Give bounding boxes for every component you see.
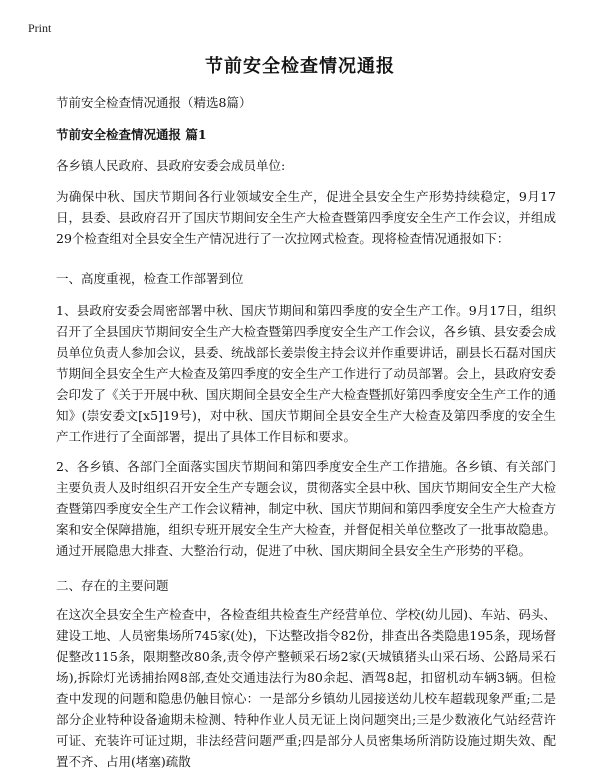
heading-problems: 二、存在的主要问题 <box>56 578 169 593</box>
heading-deployment: 一、高度重视，检查工作部署到位 <box>56 271 244 286</box>
intro-paragraph: 为确保中秋、国庆节期间各行业领域安全生产，促进全县安全生产形势持续稳定，9月17日，县委、县政府召开了国庆节期间安全生产大检查暨第四季度安全生产工作会议，并组成29个检查组对全县安全生产情况进行了一次拉网式检查。现将检查情况通报如下： <box>56 189 557 246</box>
paragraph-2: 2、各乡镇、各部门全面落实国庆节期间和第四季度安全生产工作措施。各乡镇、有关部门主要负责人及时组织召开安全生产专题会议，贯彻落实全县中秋、国庆节期间安全生产大检查暨第四季度安全生产工作会议精神，制定中秋、国庆节期间和第四季度安全生产大检查方案和安全保障措施，组织专班开展安全生产大检查，并督促相关单位整改了一批事故隐患。通过开展隐患大排查、大整治行动，促进了中秋、国庆期间全县安全生产形势的平稳。 <box>56 459 557 558</box>
salutation: 各乡镇人民政府、县政府安委会成员单位: <box>56 158 286 173</box>
print-link[interactable]: Print <box>28 21 52 35</box>
paragraph-1: 1、县政府安委会周密部署中秋、国庆节期间和第四季度的安全生产工作。9月17日，组织召开了全县国庆节期间安全生产大检查暨第四季度安全生产工作会议，各乡镇、县安委会成员单位负责人参加会议，县委、统战部长姜崇俊主持会议并作重要讲话，副县长石磊对国庆节期间全县安全生产大检查及第四季度的安全生产工作进行了动员部署。会上，县政府安委会印发了《关于开展中秋、国庆期间全县安全生产大检查暨抓好第四季度安全生产工作的通知》(崇安委文[x5]19号)，对中秋、国庆节期间全县安全生产大检查及第四季度的安全生产工作进行了全面部署，提出了具体工作目标和要求。 <box>56 303 557 444</box>
paragraph-3: 在这次全县安全生产检查中，各检查组共检查生产经营单位、学校(幼儿园)、车站、码头、建设工地、人员密集场所745家(处)，下达整改指令82份，排查出各类隐患195条，现场督促整改115条，限期整改80条,责令停产整顿采石场2家(天城镇猪头山采石场、公路局采石场),拆除灯光诱捕抬网8部,查处交通违法行为80余起、酒驾8起，扣留机动车辆3辆。但检查中发现的问题和隐患仍触目惊心：一是部分乡镇幼儿园接送幼儿校车超载现象严重;二是部分企业特种设备逾期未检测、特种作业人员无证上岗问题突出;三是少数液化气站经营许可证、充装许可证过期，非法经营问题严重;四是部分人员密集场所消防设施过期失效、配置不齐、占用(堵塞)疏散 <box>56 607 556 769</box>
section-heading: 节前安全检查情况通报 篇1 <box>56 127 207 142</box>
document-title: 节前安全检查情况通报 <box>205 56 395 77</box>
document-subtitle: 节前安全检查情况通报（精选8篇） <box>56 95 252 110</box>
